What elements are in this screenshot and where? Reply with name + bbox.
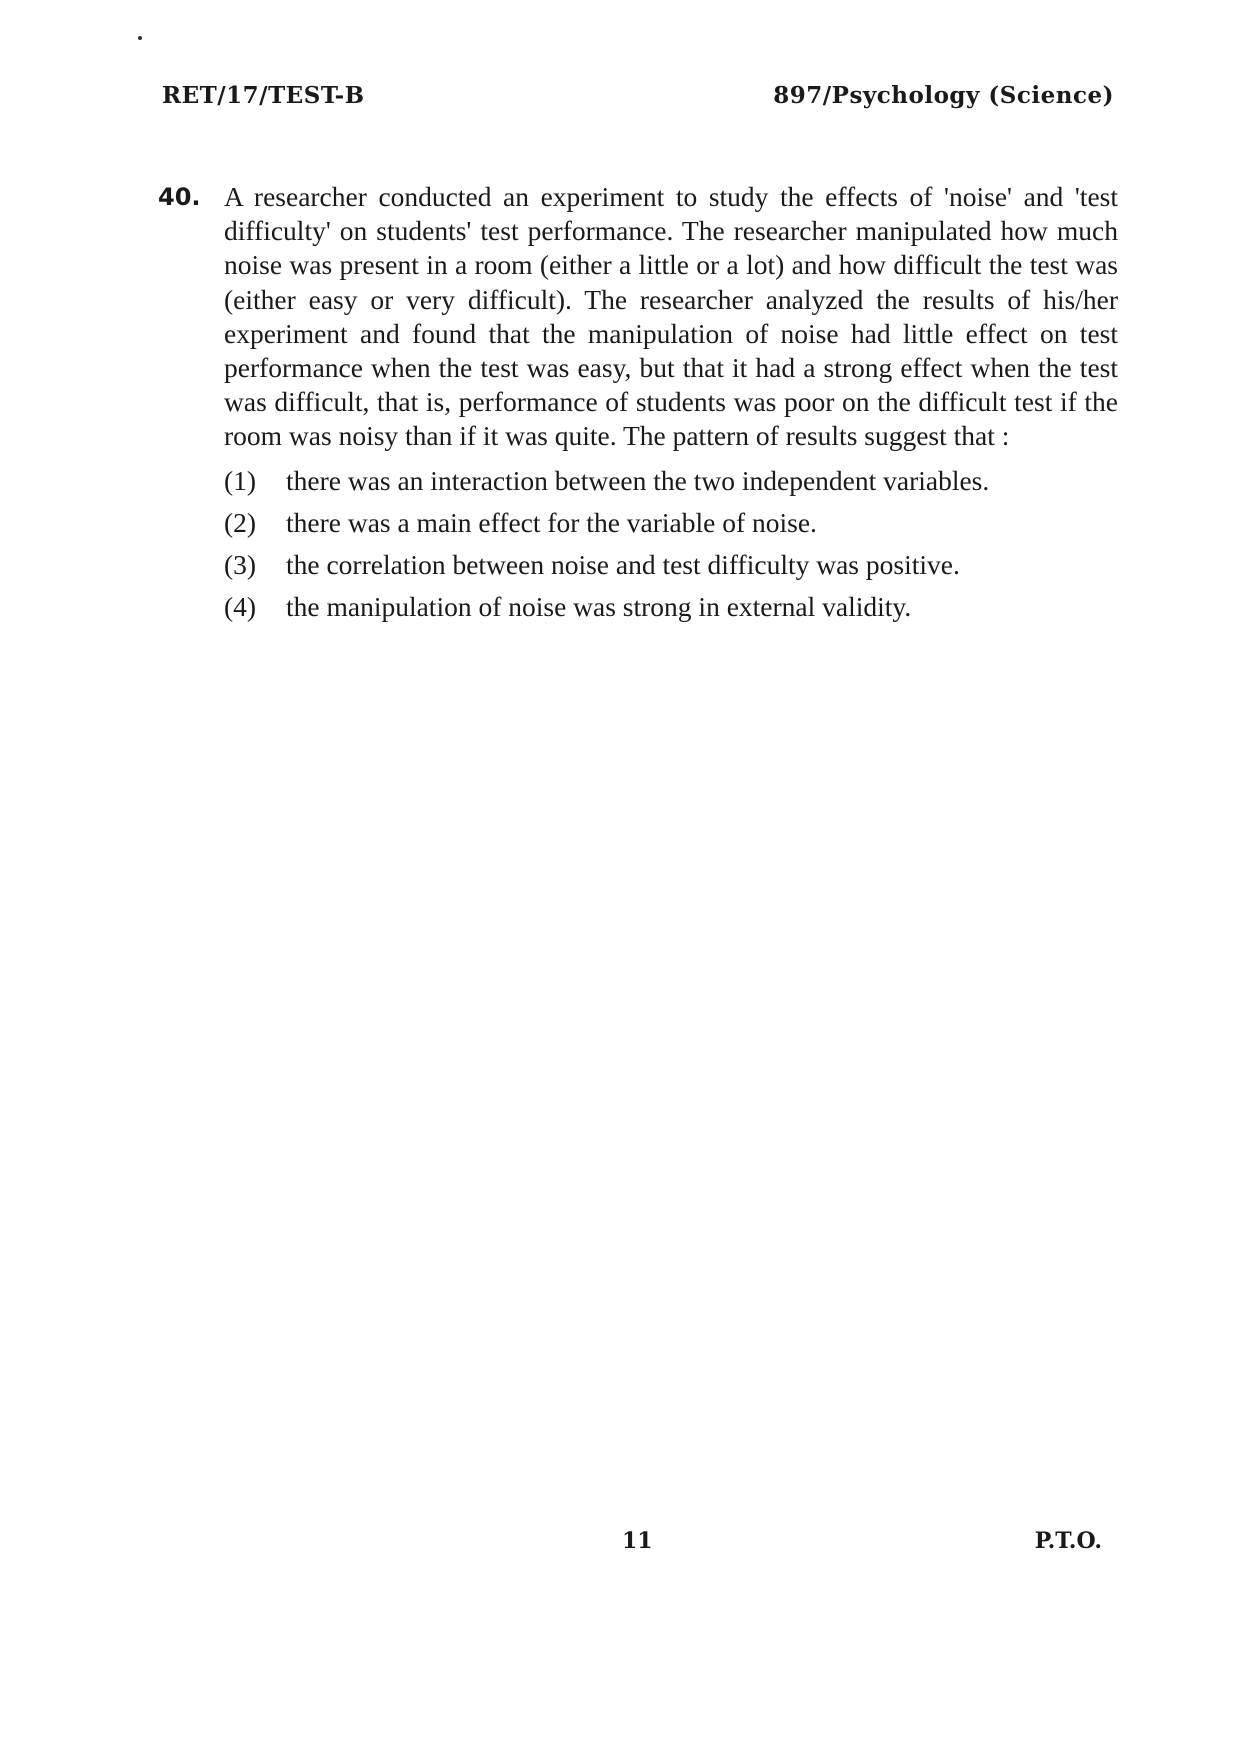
option-number: (3): [224, 548, 257, 580]
stray-dot-mark: [138, 36, 142, 40]
option-2: [224, 506, 1118, 540]
question-stem: [158, 180, 1118, 454]
page-number: 11: [622, 1528, 653, 1554]
option-text: the manipulation of noise was strong in external validity.: [286, 590, 912, 622]
please-turn-over: P.T.O.: [1034, 1528, 1102, 1554]
option-number: (4): [224, 590, 257, 622]
option-number: (2): [224, 506, 257, 538]
question-40: [158, 180, 1118, 632]
option-4: [224, 590, 1118, 624]
option-1: [224, 464, 1118, 498]
question-text: A researcher conducted an experiment to study the effects of 'noise' and 'test difficulty' on students' test performance. The researcher manipulated how much noise was present in a room (either a little or a lot) and how difficult the test was (either easy or very difficult). The researcher analyzed the results of his/her experiment and found that the manipulation of noise had little effect on test performance when the test was easy, but that it had a strong effect when the test was difficult, that is, performance of students was poor on the difficult test if the room was noisy than if it was quite. The pattern of results suggest that :: [224, 181, 1118, 452]
option-3: [224, 548, 1118, 582]
header-test-code: RET/17/TEST-B: [162, 82, 365, 109]
option-number: (1): [224, 464, 257, 496]
option-text: there was an interaction between the two independent variables.: [286, 464, 990, 496]
option-text: there was a main effect for the variable of noise.: [286, 506, 817, 538]
page-header: [162, 82, 1114, 109]
answer-options: [224, 464, 1118, 624]
header-subject: 897/Psychology (Science): [773, 82, 1114, 109]
option-text: the correlation between noise and test difficulty was positive.: [286, 548, 960, 580]
question-number: 40.: [158, 183, 201, 211]
